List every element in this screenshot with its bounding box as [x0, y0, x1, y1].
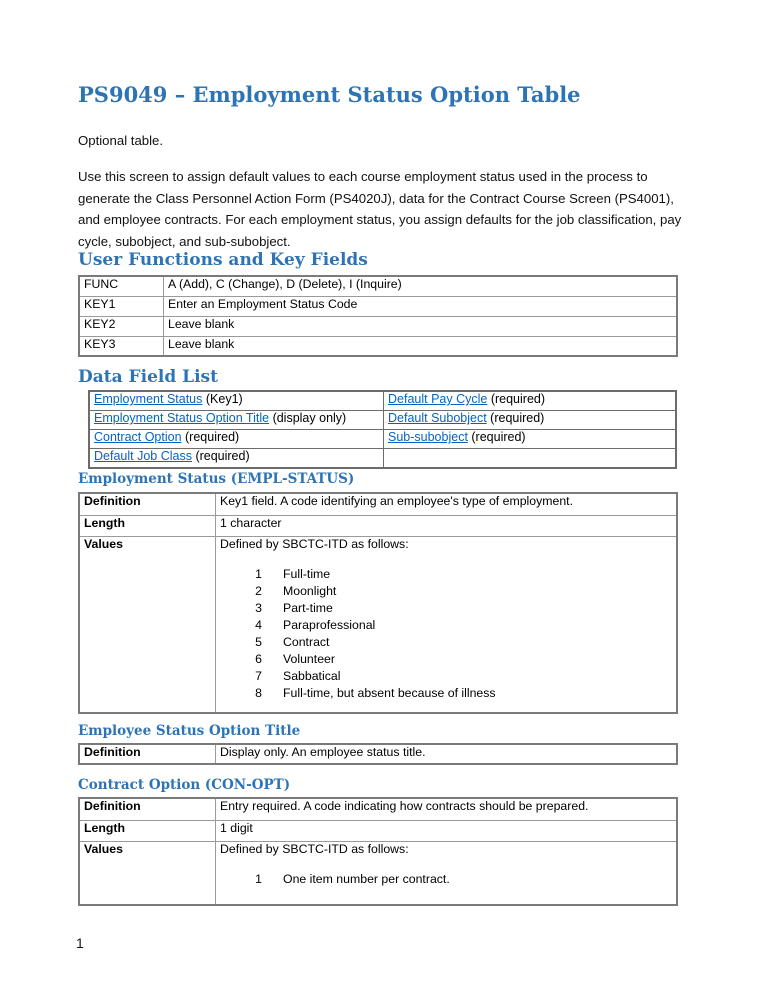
values-cell — [216, 841, 678, 905]
table-row — [79, 744, 677, 764]
value-cell: A (Add), C (Change), D (Delete), I (Inquire) — [164, 276, 678, 296]
page-title: PS9049 – Employment Status Option Table — [78, 82, 581, 107]
value-desc: Full-time, but absent because of illness — [283, 685, 496, 700]
table-row — [79, 316, 677, 336]
field-cell — [89, 449, 384, 469]
values-intro: Defined by SBCTC-ITD as follows: — [220, 536, 409, 551]
empty-cell — [384, 449, 677, 469]
length-label: Length — [79, 820, 216, 841]
value-desc: Full-time — [283, 566, 331, 581]
list-item — [220, 601, 672, 618]
value-code: 2 — [255, 583, 262, 598]
user-functions-heading: User Functions and Key Fields — [78, 250, 368, 270]
definition-label: Definition — [79, 798, 216, 820]
table-row — [89, 430, 676, 449]
value-code: 1 — [255, 871, 262, 886]
key-cell: KEY3 — [79, 336, 164, 356]
intro-text: Optional table. — [78, 133, 164, 148]
values-label: Values — [79, 536, 216, 713]
value-cell: Leave blank — [164, 336, 678, 356]
contract-option-heading: Contract Option (CON-OPT) — [78, 777, 291, 793]
link-default-subobject[interactable]: Default Subobject — [388, 411, 487, 425]
value-desc: Part-time — [283, 600, 333, 615]
link-employment-status-option-title[interactable]: Employment Status Option Title — [94, 411, 270, 425]
value-desc: Sabbatical — [283, 668, 341, 683]
field-cell — [384, 391, 677, 411]
table-row — [79, 536, 677, 713]
user-functions-table — [78, 275, 678, 357]
table-row — [79, 493, 677, 515]
field-note: (required) — [487, 392, 546, 406]
contract-option-table — [78, 797, 678, 906]
definition-label: Definition — [79, 493, 216, 515]
definition-value: Key1 field. A code identifying an employee's type of employment. — [216, 493, 678, 515]
value-desc: One item number per contract. — [283, 871, 450, 886]
field-cell — [89, 391, 384, 411]
value-code: 1 — [255, 566, 262, 581]
list-item — [220, 584, 672, 601]
list-item — [220, 669, 672, 686]
values-label: Values — [79, 841, 216, 905]
description-text: Use this screen to assign default values to each course employment status used in the process to generate the Class Personnel Action Form (PS4020J), data for the Contract Course Screen (PS4001), and employee contracts. For each employment status, you assign defaults for the job classification, pay cycle, subobject, and sub-subobject. — [78, 169, 682, 249]
list-item — [220, 652, 672, 669]
link-default-pay-cycle[interactable]: Default Pay Cycle — [388, 392, 488, 406]
field-cell — [384, 411, 677, 430]
field-cell — [384, 430, 677, 449]
field-note: (required) — [467, 430, 526, 444]
table-row — [89, 449, 676, 469]
employee-status-title-table — [78, 743, 678, 765]
table-row — [79, 336, 677, 356]
field-note: (required) — [181, 430, 240, 444]
list-item — [220, 635, 672, 652]
link-default-job-class[interactable]: Default Job Class — [94, 449, 192, 463]
values-list — [220, 872, 672, 889]
key-cell: FUNC — [79, 276, 164, 296]
table-row — [79, 296, 677, 316]
value-code: 3 — [255, 600, 262, 615]
value-desc: Moonlight — [283, 583, 337, 598]
table-row — [79, 515, 677, 536]
table-row — [79, 820, 677, 841]
length-label: Length — [79, 515, 216, 536]
field-cell — [89, 430, 384, 449]
value-desc: Paraprofessional — [283, 617, 376, 632]
table-row — [79, 798, 677, 820]
list-item — [220, 872, 672, 889]
list-item — [220, 686, 672, 703]
link-contract-option[interactable]: Contract Option — [94, 430, 182, 444]
value-cell: Enter an Employment Status Code — [164, 296, 678, 316]
value-code: 7 — [255, 668, 262, 683]
definition-value: Display only. An employee status title. — [216, 744, 678, 764]
table-row — [79, 841, 677, 905]
key-cell: KEY2 — [79, 316, 164, 336]
field-note: (required) — [191, 449, 250, 463]
table-row — [89, 391, 676, 411]
value-code: 5 — [255, 634, 262, 649]
table-row — [79, 276, 677, 296]
employment-status-table — [78, 492, 678, 714]
list-item — [220, 618, 672, 635]
values-cell — [216, 536, 678, 713]
values-list — [220, 567, 672, 703]
field-cell — [89, 411, 384, 430]
value-desc: Volunteer — [283, 651, 335, 666]
field-note: (required) — [486, 411, 545, 425]
page-number: 1 — [76, 935, 84, 951]
table-row — [89, 411, 676, 430]
definition-value: Entry required. A code indicating how contracts should be prepared. — [216, 798, 678, 820]
value-code: 4 — [255, 617, 262, 632]
data-field-list-heading: Data Field List — [78, 367, 218, 387]
definition-label: Definition — [79, 744, 216, 764]
key-cell: KEY1 — [79, 296, 164, 316]
value-desc: Contract — [283, 634, 330, 649]
value-cell: Leave blank — [164, 316, 678, 336]
field-note: (display only) — [269, 411, 347, 425]
length-value: 1 digit — [216, 820, 678, 841]
field-note: (Key1) — [202, 392, 243, 406]
value-code: 8 — [255, 685, 262, 700]
link-employment-status[interactable]: Employment Status — [94, 392, 203, 406]
employee-status-title-heading: Employee Status Option Title — [78, 723, 301, 739]
value-code: 6 — [255, 651, 262, 666]
employment-status-heading: Employment Status (EMPL-STATUS) — [78, 471, 355, 487]
length-value: 1 character — [216, 515, 678, 536]
values-intro: Defined by SBCTC-ITD as follows: — [220, 841, 409, 856]
data-field-list-table — [88, 390, 677, 469]
link-sub-subobject[interactable]: Sub-subobject — [388, 430, 468, 444]
list-item — [220, 567, 672, 584]
